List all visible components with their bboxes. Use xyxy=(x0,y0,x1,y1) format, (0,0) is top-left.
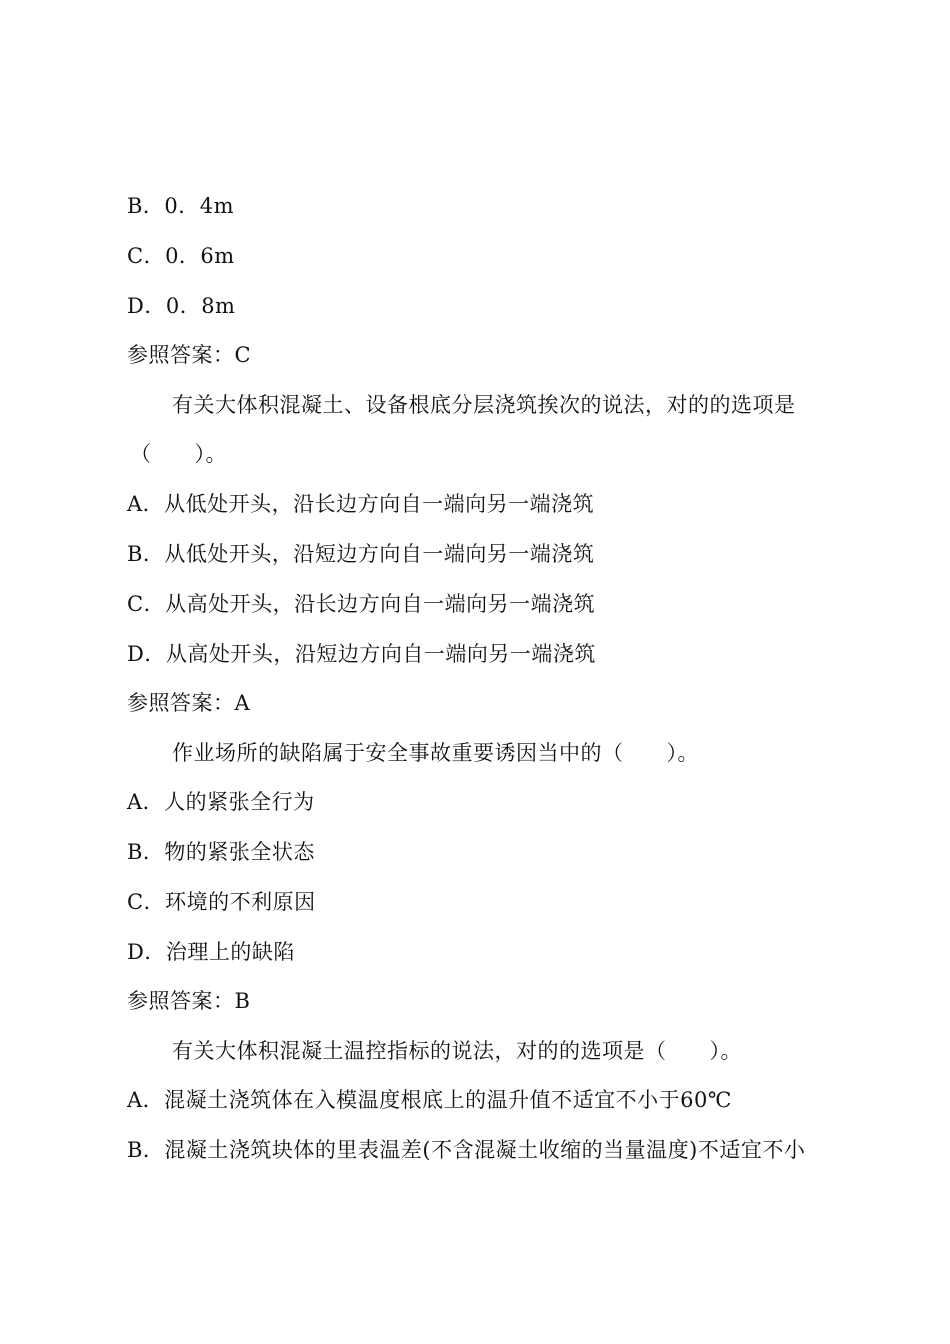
option-c-line: C．从高处开头，沿长边方向自一端向另一端浇筑 xyxy=(127,592,596,616)
question-stem: 作业场所的缺陷属于安全事故重要诱因当中的（ ）。 xyxy=(172,741,699,765)
question-stem-continuation: （ ）。 xyxy=(130,442,227,466)
option-d-line: D．从高处开头，沿短边方向自一端向另一端浇筑 xyxy=(127,642,596,666)
reference-answer: 参照答案：C xyxy=(127,343,252,367)
question-stem: 有关大体积混凝土、设备根底分层浇筑挨次的说法，对的的选项是 xyxy=(172,393,796,417)
option-b-line: B．物的紧张全状态 xyxy=(127,840,315,864)
reference-answer: 参照答案：B xyxy=(127,989,251,1013)
option-d-line: D．0．8m xyxy=(127,294,236,318)
reference-answer: 参照答案：A xyxy=(127,691,251,715)
option-c-line: C．环境的不利原因 xyxy=(127,890,316,914)
option-b-line: B．从低处开头，沿短边方向自一端向另一端浇筑 xyxy=(127,542,595,566)
option-b-line: B．0．4m xyxy=(127,194,235,218)
option-a-line: A．人的紧张全行为 xyxy=(127,790,315,814)
option-a-line: A．从低处开头，沿长边方向自一端向另一端浇筑 xyxy=(127,492,595,516)
question-stem: 有关大体积混凝土温控指标的说法，对的的选项是（ ）。 xyxy=(172,1039,742,1063)
option-a-line: A．混凝土浇筑体在入模温度根底上的温升值不适宜不小于60℃ xyxy=(127,1088,732,1112)
option-b-line: B．混凝土浇筑块体的里表温差(不含混凝土收缩的当量温度)不适宜不小 xyxy=(127,1138,806,1162)
option-d-line: D．治理上的缺陷 xyxy=(127,940,295,964)
option-c-line: C．0．6m xyxy=(127,244,235,268)
